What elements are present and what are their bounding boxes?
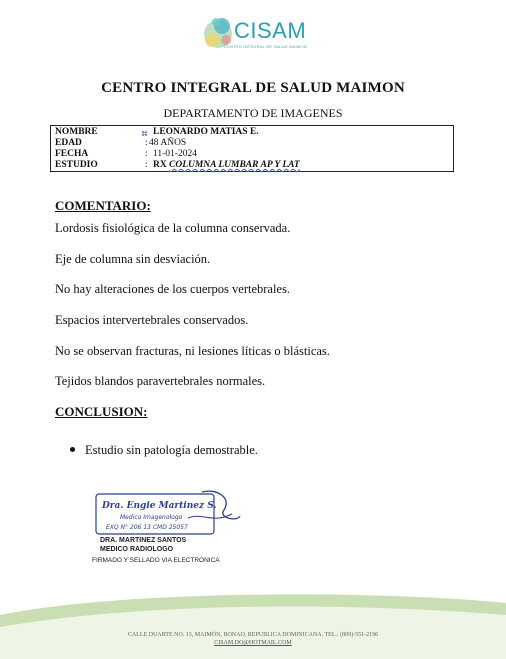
conclusion-heading: CONCLUSION:	[55, 404, 148, 419]
estudio-colon: :	[145, 160, 148, 170]
logo-subtitle: CENTRO INTEGRAL DE SALUD MAIMON	[224, 44, 307, 49]
comentario-line: Eje de columna sin desviación.	[55, 252, 211, 266]
smart-tag-icon: ⌘	[141, 130, 148, 138]
info-row-edad	[55, 138, 453, 149]
conclusion-item: Estudio sin patología demostrable.	[85, 443, 258, 457]
estudio-label: ESTUDIO	[55, 160, 98, 170]
edad-label: EDAD	[55, 138, 82, 148]
footer-address: CALLE DUARTE NO. 13, MAIMÓN, BONAO, REPUBLICA DOMINICANA, TEL.: (809)-551-2196	[127, 632, 379, 638]
nombre-label: NOMBRE	[55, 127, 98, 137]
comentario-line: Espacios intervertebrales conservados.	[55, 313, 249, 327]
nombre-value: LEONARDO MATIAS E.	[153, 127, 259, 137]
stamp-line1: Dra. Engie Martinez S.	[102, 501, 217, 511]
patient-info-box	[50, 125, 454, 172]
doctor-name-block	[100, 536, 186, 554]
stamp-line3: EXQ N° 206 13 CMD 25057	[106, 524, 188, 531]
estudio-prefix: RX	[153, 160, 167, 170]
department-title: DEPARTAMENTO DE IMAGENES	[163, 106, 343, 120]
edad-value: 48 AÑOS	[149, 138, 187, 148]
stamp-line2: Medico Imagenologo	[120, 514, 183, 521]
comentario-line: No hay alteraciones de los cuerpos vertebrales.	[55, 282, 290, 296]
footer-email-link[interactable]: CISAM.DO@HOTMAIL.COM	[214, 640, 292, 646]
logo-wordmark: CISAM	[234, 18, 307, 43]
fecha-value: 11-01-2024	[153, 149, 197, 159]
comentario-line: Tejidos blandos paravertebrales normales.	[55, 374, 266, 388]
estudio-value: COLUMNA LUMBAR AP Y LAT	[169, 160, 300, 170]
cisam-logo	[198, 8, 318, 56]
footer-wave	[0, 585, 506, 659]
edad-colon: :	[145, 138, 148, 148]
electronic-signature-note: FIRMADO Y SELLADO VIA ELECTRONICA	[92, 557, 220, 564]
info-row-nombre	[55, 127, 453, 138]
fecha-colon: :	[145, 149, 148, 159]
info-row-fecha	[55, 149, 453, 160]
comentario-line: Lordosis fisiológica de la columna conservada.	[55, 221, 291, 235]
comentario-heading: COMENTARIO:	[55, 198, 151, 213]
doctor-stamp	[92, 488, 242, 538]
info-row-estudio	[55, 160, 453, 171]
doctor-name: DRA. MARTINEZ SANTOS	[100, 537, 187, 544]
doctor-role: MEDICO RADIOLOGO	[100, 546, 174, 553]
fecha-label: FECHA	[55, 149, 89, 159]
comentario-line: No se observan fracturas, ni lesiones líticas o blásticas.	[55, 344, 330, 358]
center-title: CENTRO INTEGRAL DE SALUD MAIMON	[101, 80, 405, 96]
bullet-icon	[70, 447, 75, 452]
